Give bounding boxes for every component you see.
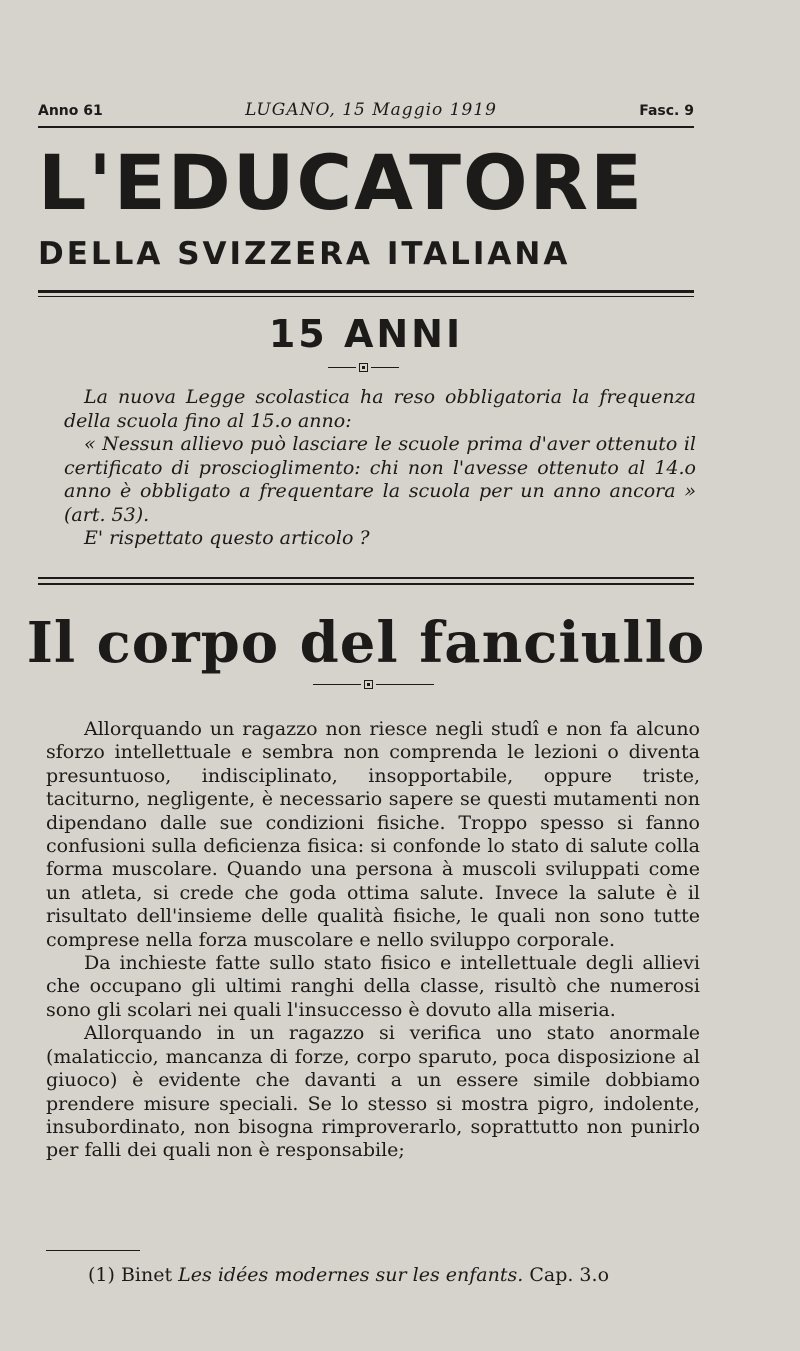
notice-text bbox=[64, 386, 696, 551]
masthead-rule-thick bbox=[38, 290, 694, 293]
footnote-work: Les idées modernes sur les enfants. bbox=[178, 1264, 524, 1286]
footnote-rule bbox=[46, 1250, 140, 1251]
article-paragraph-2: Da inchieste fatte sullo stato fisico e intellettuale degli allievi che occupano gli ultimi ranghi della classe, risultò che numerosi sono gli scolari nei quali l'insuccesso è dovuto alla miseria. bbox=[46, 952, 700, 1021]
header-rule bbox=[38, 126, 694, 128]
article-ornament bbox=[313, 680, 434, 689]
notice-paragraph-2: « Nessun allievo può lasciare le scuole prima d'aver ottenuto il certificato di proscioglimento: chi non l'avesse ottenuto al 14.o anno è obbligato a frequentare la scuola per un anno ancora » (art. 53). bbox=[64, 433, 696, 526]
issue-number: Fasc. 9 bbox=[639, 103, 694, 119]
issue-year: Anno 61 bbox=[38, 103, 103, 119]
notice-heading: 15 ANNI bbox=[268, 312, 464, 356]
article-body bbox=[46, 718, 700, 1163]
masthead-rule-thin bbox=[38, 296, 694, 297]
notice-ornament bbox=[328, 363, 399, 372]
masthead-subtitle: DELLA SVIZZERA ITALIANA bbox=[38, 236, 571, 272]
masthead-title: L'EDUCATORE bbox=[38, 138, 644, 227]
page-header bbox=[38, 100, 694, 120]
notice-paragraph-1: La nuova Legge scolastica ha reso obbligatoria la frequenza della scuola fino al 15.o anno: bbox=[64, 386, 696, 432]
article-title: Il corpo del fanciullo bbox=[26, 610, 706, 676]
footnote-ref: Cap. 3.o bbox=[529, 1264, 610, 1286]
article-paragraph-3: Allorquando in un ragazzo si verifica uno stato anormale (malaticcio, mancanza di forze, corpo sparuto, poca disposizione al giuoco) è evidente che davanti a un essere simile dobbiamo prendere misure speciali. Se lo stesso si mostra pigro, indolente, insubordinato, non bisogna rimproverarlo, soprattutto non punirlo per falli dei quali non è responsabile; bbox=[46, 1022, 700, 1162]
issue-date: LUGANO, 15 Maggio 1919 bbox=[245, 100, 497, 120]
footnote bbox=[88, 1264, 700, 1286]
article-paragraph-1: Allorquando un ragazzo non riesce negli studî e non fa alcuno sforzo intellettuale e sembra non comprenda le lezioni o diventa presuntuoso, indisciplinato, insopportabile, oppure triste, taciturno, negligente, è necessario sapere se questi mutamenti non dipendano dalle sue condizioni fisiche. Troppo spesso si fanno confusioni sulla deficienza fisica: si confonde lo stato di salute colla forma muscolare. Quando una persona à muscoli sviluppati come un atleta, si crede che goda ottima salute. Invece la salute è il risultato dell'insieme delle qualità fisiche, le quali non sono tutte comprese nella forza muscolare e nello sviluppo corporale. bbox=[46, 718, 700, 951]
notice-rule-2 bbox=[38, 583, 694, 585]
footnote-number: (1) bbox=[88, 1264, 115, 1286]
notice-paragraph-3: E' rispettato questo articolo ? bbox=[84, 527, 370, 549]
footnote-author: Binet bbox=[120, 1264, 173, 1286]
notice-rule-1 bbox=[38, 577, 694, 579]
